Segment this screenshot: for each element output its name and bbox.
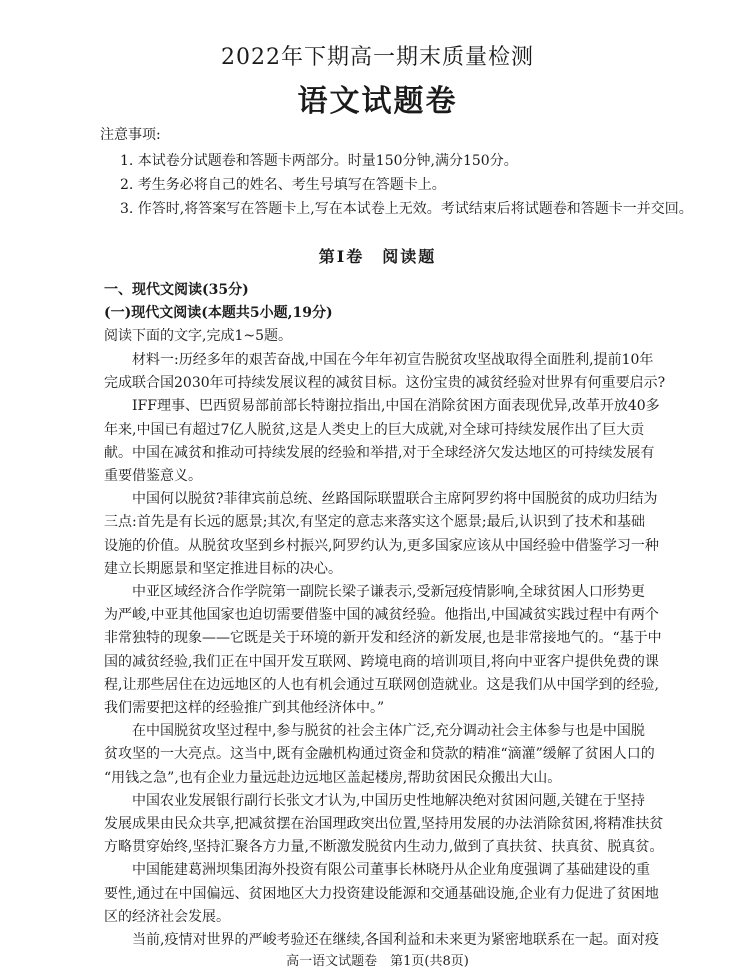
exam-title: 2022年下期高一期末质量检测 <box>221 45 534 70</box>
passage-line: 中国何以脱贫?菲律宾前总统、丝路国际联盟联合主席阿罗约将中国脱贫的成功归结为 <box>132 491 658 508</box>
passage-line: 贫攻坚的一大亮点。这当中,既有金融机构通过资金和贷款的精准“滴灌”缓解了贫困人口的 <box>104 746 655 763</box>
note-item: 3. 作答时,将答案写在答题卡上,写在本试卷上无效。考试结束后将试题卷和答题卡一并交回。 <box>120 201 693 217</box>
page-footer: 高一语文试题卷 第1页(共8页) <box>286 954 469 969</box>
passage-line: 中国农业发展银行副行长张文才认为,中国历史性地解决绝对贫困问题,关键在于坚持 <box>132 792 645 809</box>
passage-line: “用钱之急”,也有企业力量远赴边远地区盖起楼房,帮助贫困民众搬出大山。 <box>104 769 562 786</box>
passage-line: 中国能建葛洲坝集团海外投资有限公司董事长林晓丹从企业角度强调了基础建设的重 <box>132 862 650 879</box>
section-title: 第Ⅰ卷 阅读题 <box>318 247 437 266</box>
passage-line: 三点:首先是有长远的愿景;其次,有坚定的意志来落实这个愿景;最后,认识到了技术和基础 <box>104 514 646 531</box>
paper-title: 语文试题卷 <box>297 84 458 119</box>
passage-line: 重要借鉴意义。 <box>104 468 202 484</box>
instruction: 阅读下面的文字,完成1~5题。 <box>104 328 292 344</box>
passage-line: 国的减贫经验,我们正在中国开发互联网、跨境电商的培训项目,将向中亚客户提供免费的课 <box>104 653 659 670</box>
passage-line: 年来,中国已有超过7亿人脱贫,这是人类史上的巨大成就,对全球可持续发展作出了巨大贡 <box>104 421 645 438</box>
note-item: 1. 本试卷分试题卷和答题卡两部分。时量150分钟,满分150分。 <box>120 153 518 169</box>
part-heading: 一、现代文阅读(35分) <box>104 282 249 298</box>
passage-line: 设施的价值。从脱贫攻坚到乡村振兴,阿罗约认为,更多国家应该从中国经验中借鉴学习一种 <box>104 537 659 554</box>
notes-heading: 注意事项: <box>100 127 161 143</box>
passage-line: 区的经济社会发展。 <box>104 908 230 925</box>
passage-line: 要性,通过在中国偏远、贫困地区大力投资建设能源和交通基础设施,企业有力促进了贫困地 <box>104 885 659 902</box>
passage-line: 方略贯穿始终,坚持汇聚各方力量,不断激发脱贫内生动力,做到了真扶贫、扶真贫、脱真贫。 <box>104 839 664 856</box>
passage-line: 献。中国在减贫和推动可持续发展的经验和举措,对于全球经济欠发达地区的可持续发展有 <box>104 444 655 461</box>
passage-line: 发展成果由民众共享,把减贫摆在治国理政突出位置,坚持用发展的办法消除贫困,将精准扶贫 <box>104 816 664 832</box>
passage-line: 程,让那些居住在边远地区的人也有机会通过互联网创造就业。这是我们从中国学到的经验, <box>104 676 659 693</box>
passage-line: IFF理事、巴西贸易部前部长特谢拉指出,中国在消除贫困方面表现优异,改革开放40多 <box>132 398 660 415</box>
passage-line: 在中国脱贫攻坚过程中,参与脱贫的社会主体广泛,充分调动社会主体参与也是中国脱 <box>132 723 645 740</box>
passage-line: 为严峻,中亚其他国家也迫切需要借鉴中国的减贫经验。他指出,中国减贫实践过程中有两个 <box>104 607 659 624</box>
passage-line: 我们需要把这样的经验推广到其他经济体中。” <box>104 700 385 716</box>
passage-line: 非常独特的现象——它既是关于环境的新开发和经济的新发展,也是非常接地气的。“基于中 <box>104 630 662 647</box>
passage-line: 材料一:历经多年的艰苦奋战,中国在今年年初宣告脱贫攻坚战取得全面胜利,提前10年 <box>132 352 654 368</box>
sub-heading: (一)现代文阅读(本题共5小题,19分) <box>104 305 333 321</box>
note-item: 2. 考生务必将自己的姓名、考生号填写在答题卡上。 <box>120 177 446 193</box>
passage-line: 当前,疫情对世界的严峻考验还在继续,各国利益和未来更为紧密地联系在一起。面对疫 <box>132 932 659 948</box>
passage-line: 建立长期愿景和坚定推进目标的决心。 <box>104 560 342 577</box>
passage-line: 中亚区域经济合作学院第一副院长梁子谦表示,受新冠疫情影响,全球贫困人口形势更 <box>132 584 645 600</box>
passage-line: 完成联合国2030年可持续发展议程的减贫目标。这份宝贵的减贫经验对世界有何重要启示? <box>104 375 666 392</box>
